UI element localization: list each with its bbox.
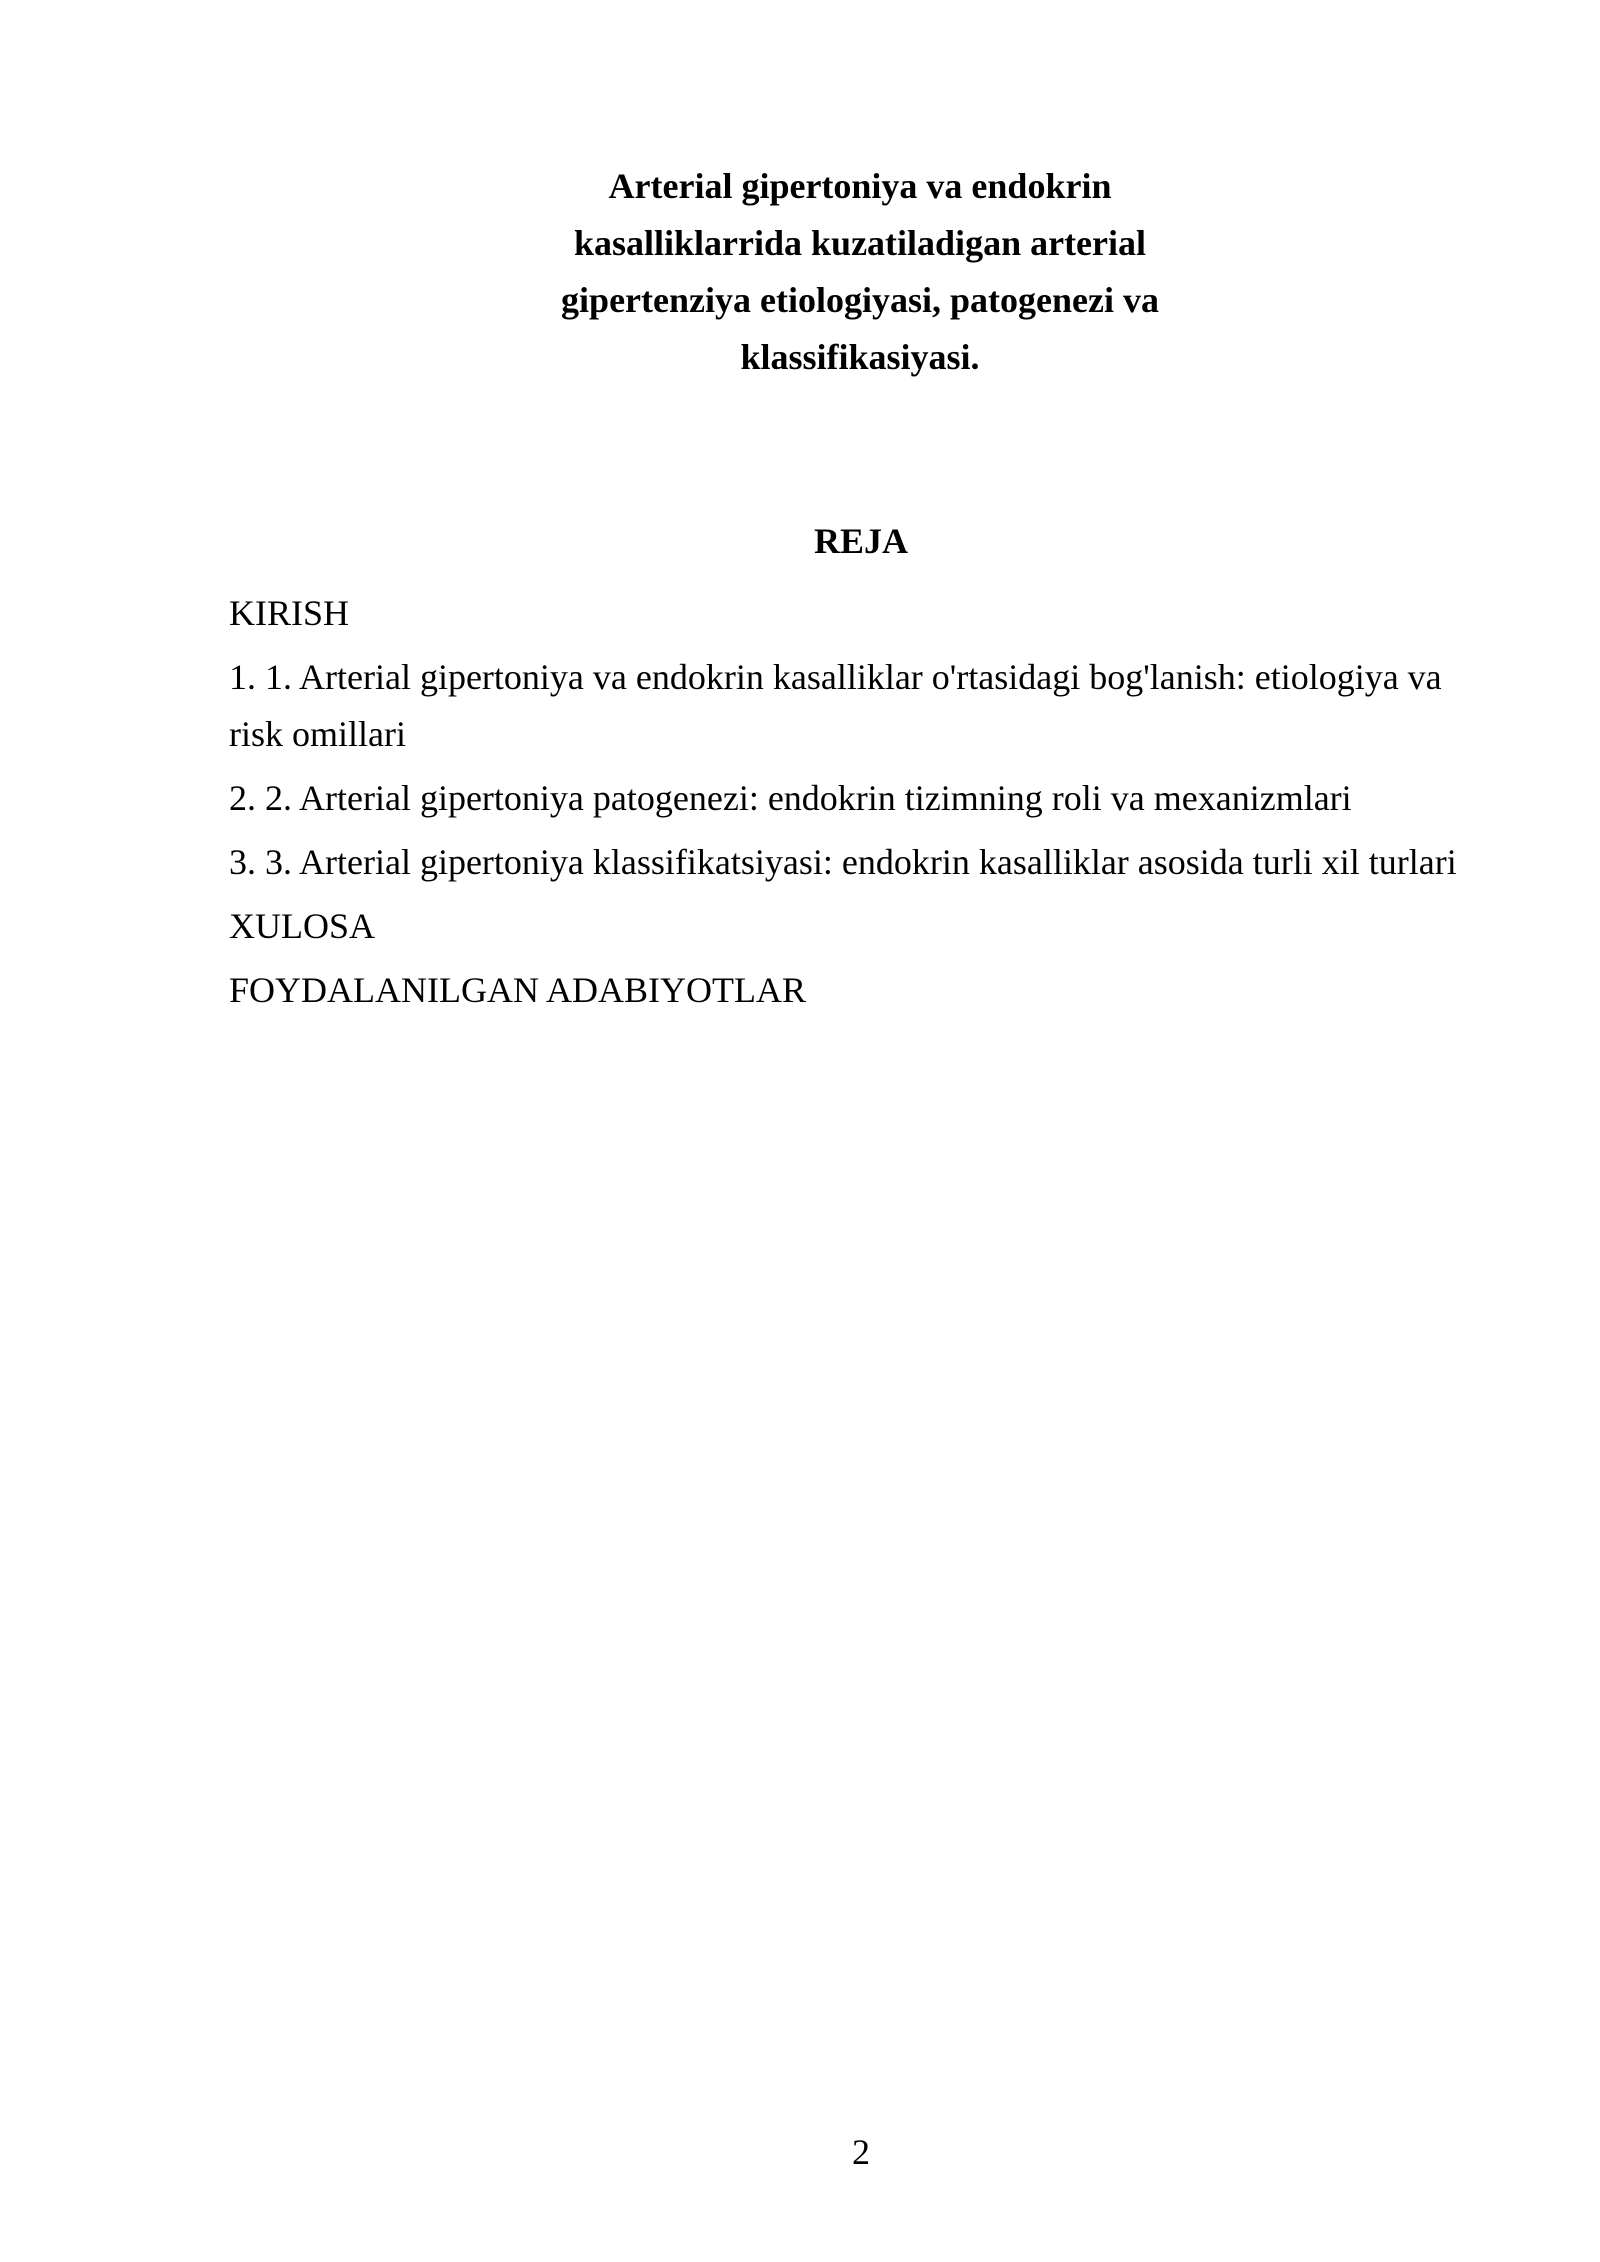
plan-item-conclusion: XULOSA bbox=[229, 906, 376, 946]
plan-item-references: FOYDALANILGAN ADABIYOTLAR bbox=[229, 970, 806, 1010]
plan-item-introduction: KIRISH bbox=[229, 593, 350, 633]
plan-heading: REJA bbox=[813, 521, 908, 561]
plan-item-chapter-3: 3. 3. Arterial gipertoniya klassifikatsiyasi: endokrin kasalliklar asosida turli xil turlari bbox=[229, 842, 1457, 882]
plan-list bbox=[229, 585, 1469, 1026]
title-line: kasalliklarrida kuzatiladigan arterial bbox=[573, 223, 1147, 263]
plan-item-chapter-1: 1. 1. Arterial gipertoniya va endokrin kasalliklar o'rtasidagi bog'lanish: etiologiya va risk omillari bbox=[229, 657, 1442, 754]
document-title bbox=[520, 158, 1200, 386]
plan-item-chapter-2: 2. 2. Arterial gipertoniya patogenezi: endokrin tizimning roli va mexanizmlari bbox=[229, 778, 1352, 818]
page-number: 2 bbox=[852, 2132, 870, 2172]
title-line: gipertenziya etiologiyasi, patogenezi va bbox=[561, 280, 1159, 320]
title-line: klassifikasiyasi. bbox=[740, 337, 980, 377]
title-line: Arterial gipertoniya va endokrin bbox=[608, 166, 1112, 206]
